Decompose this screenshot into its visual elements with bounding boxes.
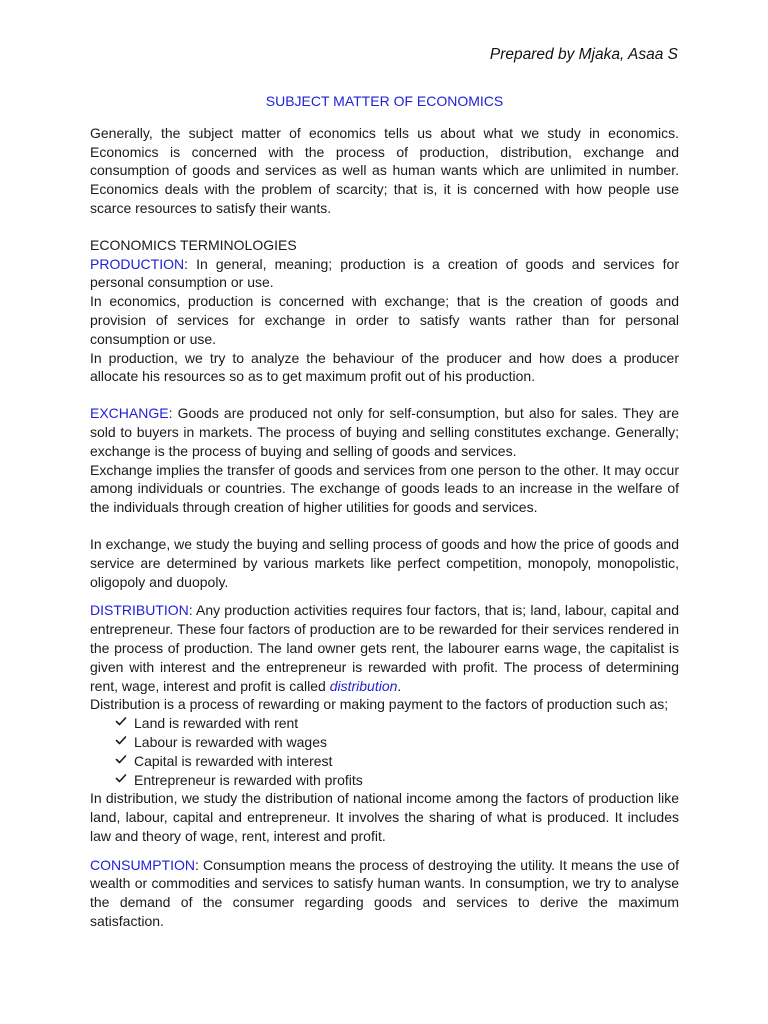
production-paragraph-3: In production, we try to analyze the behaviour of the producer and how does a producer allocate his resources so as to get maximum profit out of his production. xyxy=(90,349,679,385)
checkmark-icon xyxy=(114,752,128,766)
list-item: Land is rewarded with rent xyxy=(114,714,679,733)
production-paragraph-1: PRODUCTION: In general, meaning; production is a creation of goods and services for personal consumption or use. xyxy=(90,255,679,291)
checkmark-icon xyxy=(114,733,128,747)
production-label: PRODUCTION xyxy=(90,255,185,272)
distribution-emphasis: distribution xyxy=(329,677,398,694)
exchange-label: EXCHANGE xyxy=(90,405,169,422)
distribution-paragraph-1: DISTRIBUTION: Any production activities requires four factors, that is; land, labour, capital and entrepreneur. These four factors of production are to be rewarded for their services rendered in the process of production. The land owner gets rent, the labourer earns wage, the capitalist is given with interest and the entrepreneur is rewarded with profit. The process of determining rent, wage, interest and profit is called distribution. xyxy=(90,602,679,694)
document-body xyxy=(90,92,679,931)
list-item: Capital is rewarded with interest xyxy=(114,752,679,771)
author-credit: Prepared by Mjaka, Asaa S xyxy=(489,46,678,63)
document-title: SUBJECT MATTER OF ECONOMICS xyxy=(265,93,504,109)
checkmark-icon xyxy=(114,771,128,785)
exchange-paragraph-2: Exchange implies the transfer of goods and services from one person to the other. It may occur among individuals or countries. The exchange of goods leads to an increase in the welfare of the individuals through creation of higher utilities for goods and services. xyxy=(90,461,679,516)
exchange-paragraph-3: In exchange, we study the buying and selling process of goods and how the price of goods and service are determined by various markets like perfect competition, monopoly, monopolistic, oligopoly and duopoly. xyxy=(90,535,679,590)
intro-paragraph: Generally, the subject matter of economics tells us about what we study in economics. Economics is concerned with the process of production, distribution, exchange and consumption of goods and services as well as human wants which are unlimited in number. Economics deals with the problem of scarcity; that is, it is concerned with how people use scarce resources to satisfy their wants. xyxy=(90,124,679,216)
list-item: Entrepreneur is rewarded with profits xyxy=(114,771,679,790)
factor-reward-list xyxy=(90,714,679,789)
consumption-label: CONSUMPTION xyxy=(90,856,195,873)
production-paragraph-2: In economics, production is concerned with exchange; that is the creation of goods and provision of services for exchange in order to satisfy wants rather than for personal consumption or use. xyxy=(90,293,679,347)
list-item: Labour is rewarded with wages xyxy=(114,733,679,752)
terminologies-heading: ECONOMICS TERMINOLOGIES xyxy=(90,236,297,253)
distribution-label: DISTRIBUTION xyxy=(90,602,189,619)
distribution-paragraph-2: Distribution is a process of rewarding or making payment to the factors of production such as; xyxy=(90,696,669,713)
exchange-paragraph-1: EXCHANGE: Goods are produced not only for self-consumption, but also for sales. They are sold to buyers in markets. The process of buying and selling constitutes exchange. Generally; exchange is the process of buying and selling of goods and services. xyxy=(90,405,679,459)
consumption-paragraph-1: CONSUMPTION: Consumption means the process of destroying the utility. It means the use of wealth or commodities and services to satisfy human wants. In consumption, we try to analyse the demand of the consumer regarding goods and services to derive the maximum satisfaction. xyxy=(90,856,679,930)
distribution-paragraph-3: In distribution, we study the distribution of national income among the factors of production like land, labour, capital and entrepreneur. It involves the sharing of what is produced. It includes law and theory of wage, rent, interest and profit. xyxy=(90,790,679,844)
checkmark-icon xyxy=(114,714,128,728)
